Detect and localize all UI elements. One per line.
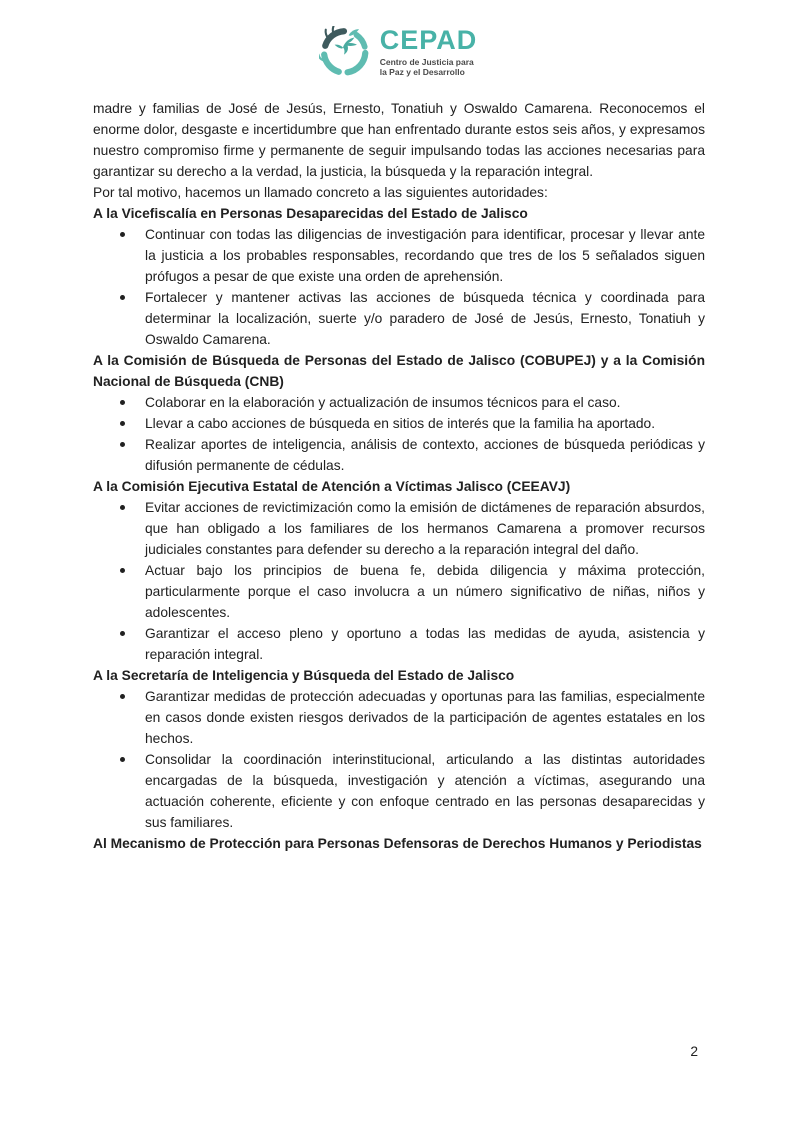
bullet-list-ceeavj: [93, 497, 705, 665]
logo-text-block: [379, 24, 478, 78]
section-heading-mecanismo-proteccion: Al Mecanismo de Protección para Personas Defensoras de Derechos Humanos y Periodistas: [93, 836, 702, 851]
bullet-item: Actuar bajo los principios de buena fe, debida diligencia y máxima protección, particularmente porque el caso involucra a un número significativo de niñas, niños y adolescentes.: [145, 560, 705, 623]
bullet-list-cobupej-cnb: [93, 392, 705, 476]
bullet-item: Llevar a cabo acciones de búsqueda en sitios de interés que la familia ha aportado.: [145, 413, 705, 434]
cepad-hands-bird-icon: [319, 26, 371, 78]
intro-paragraph: madre y familias de José de Jesús, Ernesto, Tonatiuh y Oswaldo Camarena. Reconocemos el enorme dolor, desgaste e incertidumbre que han enfrentado durante estos seis años, y expresamos nuestro compromiso firme y permanente de seguir impulsando todas las acciones necesarias para garantizar su derecho a la verdad, la justicia, la búsqueda y la reparación integral.: [93, 101, 705, 179]
section-heading-ceeavj: A la Comisión Ejecutiva Estatal de Atención a Víctimas Jalisco (CEEAVJ): [93, 479, 571, 494]
bullet-item: Continuar con todas las diligencias de investigación para identificar, procesar y llevar ante la justicia a los probables responsables, recordando que tres de los 5 señalados siguen prófugos a pesar de que existe una orden de aprehensión.: [145, 224, 705, 287]
tagline-line-1: Centro de Justicia para: [379, 56, 474, 67]
bullet-item: Realizar aportes de inteligencia, análisis de contexto, acciones de búsqueda periódicas y difusión permanente de cédulas.: [145, 434, 705, 476]
call-to-authorities-paragraph: Por tal motivo, hacemos un llamado concreto a las siguientes autoridades:: [93, 185, 548, 200]
section-heading-cobupej-cnb: A la Comisión de Búsqueda de Personas del Estado de Jalisco (COBUPEJ) y a la Comisión Nacional de Búsqueda (CNB): [93, 353, 705, 389]
document-body: [93, 98, 705, 854]
bullet-item: Evitar acciones de revictimización como la emisión de dictámenes de reparación absurdos, que han obligado a los familiares de los hermanos Camarena a promover recursos judiciales constantes para defender su derecho a la reparación integral del daño.: [145, 497, 705, 560]
brand-tagline: [380, 57, 478, 78]
bullet-item: Consolidar la coordinación interinstitucional, articulando a las distintas autoridades encargadas de la búsqueda, investigación y atención a víctimas, asegurando una actuación coherente, eficiente y con enfoque centrado en las personas desaparecidas y sus familiares.: [145, 749, 705, 833]
bullet-list-secretaria-inteligencia: [93, 686, 705, 833]
bullet-item: Garantizar medidas de protección adecuadas y oportunas para las familias, especialmente en casos donde existen riesgos derivados de la participación de agentes estatales en los hechos.: [145, 686, 705, 749]
cepad-logo: [0, 26, 796, 78]
page-number: 2: [690, 1044, 698, 1059]
brand-name: CEPAD: [379, 24, 478, 55]
section-heading-secretaria-inteligencia: A la Secretaría de Inteligencia y Búsqueda del Estado de Jalisco: [93, 668, 515, 683]
section-heading-vicefiscalia: A la Vicefiscalía en Personas Desaparecidas del Estado de Jalisco: [93, 206, 528, 221]
bullet-item: Garantizar el acceso pleno y oportuno a todas las medidas de ayuda, asistencia y reparación integral.: [145, 623, 705, 665]
tagline-line-2: la Paz y el Desarrollo: [379, 67, 465, 77]
bullet-item: Colaborar en la elaboración y actualización de insumos técnicos para el caso.: [145, 392, 705, 413]
bullet-item: Fortalecer y mantener activas las acciones de búsqueda técnica y coordinada para determinar la localización, suerte y/o paradero de José de Jesús, Ernesto, Tonatiuh y Oswaldo Camarena.: [145, 287, 705, 350]
bullet-list-vicefiscalia: [93, 224, 705, 350]
